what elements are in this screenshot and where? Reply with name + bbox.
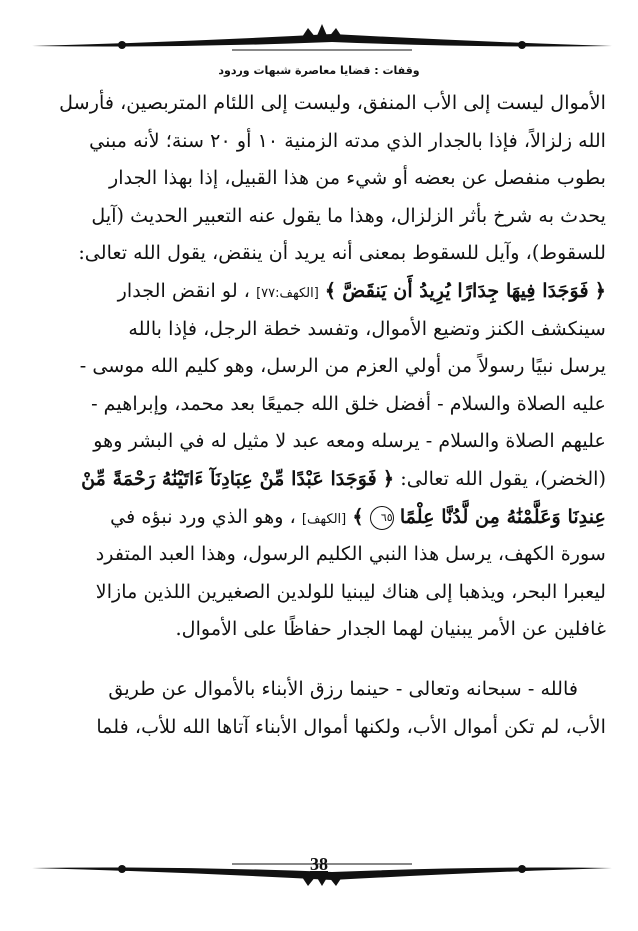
verse-line [36, 272, 606, 310]
text-line: سورة الكهف، يرسل هذا النبي الكليم الرسول، وهذا العبد المتفرد [95, 542, 606, 566]
text-line: يرسل نبيًا رسولاً من أولي العزم من الرسل، وهو كليم الله موسى - [79, 354, 606, 378]
text-line: فالله - سبحانه وتعالى - حينما رزق الأبناء بالأموال عن طريق [108, 676, 578, 700]
text-line: عليه الصلاة والسلام - أفضل خلق الله جميعًا بعد محمد، وإبراهيم - [91, 391, 606, 415]
text-line: ليعبرا البحر، ويذهبا إلى هناك ليبنيا للولدين الصغيرين اللذين مازالا [95, 579, 606, 603]
text-line: الأب، لم تكن أموال الأب، ولكنها أموال الأبناء آتاها الله للأب، فلما [96, 714, 606, 738]
verse-intro: (الخضر)، يقول الله تعالى: [400, 466, 606, 490]
footer-ornament-icon [32, 846, 612, 886]
text-line: للسقوط)، وآيل للسقوط بمعنى أنه يريد أن ينقض، يقول الله تعالى: [78, 241, 606, 265]
verse-line [36, 498, 606, 536]
text-line: غافلين عن الأمر يبنيان لهما الجدار حفاظًا على الأموال. [175, 617, 606, 641]
verse-line [36, 460, 606, 498]
text-line: بطوب منفصل عن بعضه أو شيء من هذا القبيل، إذا بهذا الجدار [109, 166, 606, 190]
text-line: يحدث به شرخ بأثر الزلزال، وهذا ما يقول عنه التعبير الحديث (آيل [91, 203, 606, 227]
verse-open-bracket: ﴿ [594, 278, 606, 302]
verse-reference: [الكهف:٧٧] [256, 285, 319, 301]
verse-continuation: ، لو انقض الجدار [117, 278, 250, 302]
verse-text: فَوَجَدَا عَبْدًا مِّنْ عِبَادِنَآ ءَاتَيْنَٰهُ رَحْمَةً مِّنْ [81, 466, 377, 490]
verse-open-bracket: ﴿ [382, 466, 395, 490]
verse-close-bracket: ﴾ [324, 278, 337, 302]
paragraph-gap [36, 648, 606, 670]
text-line: الله زلزالاً، فإذا بالجدار الذي مدته الزمنية ١٠ أو ٢٠ سنة؛ لأنه مبني [89, 128, 606, 152]
verse-text: عِندِنَا وَعَلَّمْنَٰهُ مِن لَّدُنَّا عِلْمًا [399, 504, 606, 528]
verse-text: فَوَجَدَا فِيهَا جِدَارًا يُرِيدُ أَن يَنقَضَّ [342, 278, 589, 302]
text-line: الأموال ليست إلى الأب المنفق، وليست إلى اللئام المتربصين، فأرسل [59, 91, 606, 114]
verse-reference: [الكهف] [301, 511, 347, 527]
main-text [36, 84, 606, 745]
verse-continuation: ، وهو الذي ورد نبؤه في [110, 504, 296, 528]
text-line: سينكشف الكنز وتضيع الأموال، وتفسد خطة الرجل، فإذا بالله [128, 316, 606, 340]
header-ornament-icon [32, 20, 612, 60]
text-line: عليهم الصلاة والسلام - يرسله ومعه عبد لا مثيل له في البشر وهو [93, 429, 606, 453]
running-head: وقفات : قضايا معاصرة شبهات وردود [218, 64, 420, 77]
verse-close-bracket: ﴾ [352, 504, 364, 528]
ayah-number-badge: ٦٥ [370, 506, 394, 530]
page-number: 38 [310, 854, 328, 874]
